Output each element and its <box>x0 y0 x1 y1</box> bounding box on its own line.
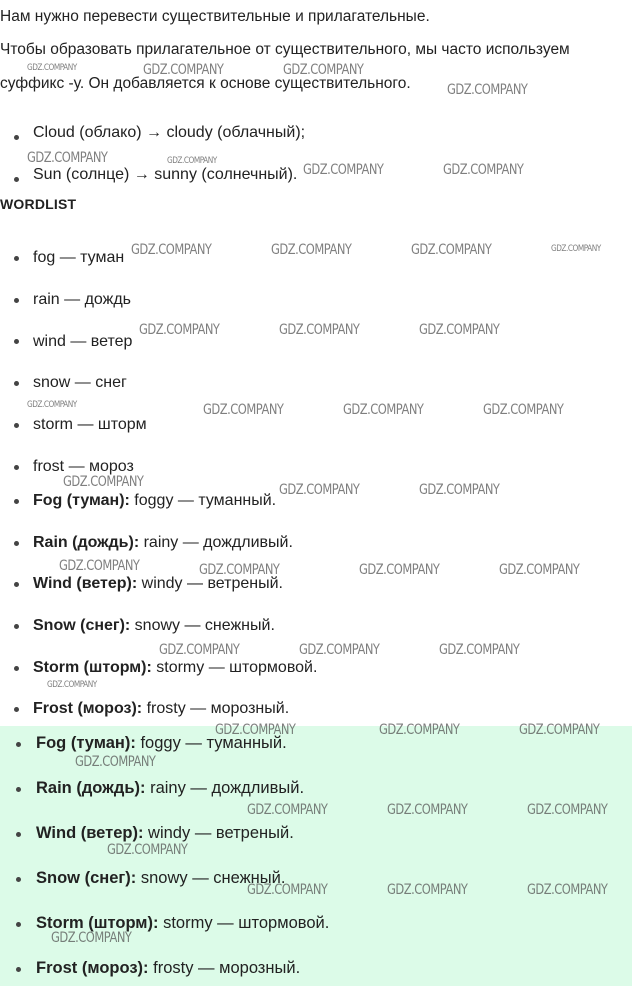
bullet-icon <box>16 787 21 792</box>
list-item <box>0 721 632 766</box>
watermark: GDZ.COMPANY <box>167 156 217 166</box>
list-item <box>0 766 632 811</box>
watermark: GDZ.COMPANY <box>439 642 520 658</box>
list-item <box>0 901 632 946</box>
watermark: GDZ.COMPANY <box>203 402 284 418</box>
watermark: GDZ.COMPANY <box>379 722 460 738</box>
word-pair: frost — мороз <box>33 457 134 475</box>
list-item <box>0 856 632 901</box>
noun-label: Rain (дождь): <box>33 533 140 551</box>
noun-label: Frost (мороз): <box>33 700 143 718</box>
watermark: GDZ.COMPANY <box>131 242 212 258</box>
list-item <box>0 158 632 200</box>
watermark: GDZ.COMPANY <box>483 402 564 418</box>
adjective-text: foggy — туманный. <box>135 734 287 752</box>
adjective-text: frosty — морозный. <box>142 700 290 718</box>
adjective-text: foggy — туманный. <box>129 492 277 509</box>
noun-label: Wind (ветер): <box>33 575 138 593</box>
bullet-icon <box>16 742 21 747</box>
answer-list <box>0 721 632 986</box>
bullet-icon <box>14 423 19 428</box>
wordlist <box>0 237 632 488</box>
watermark: GDZ.COMPANY <box>107 842 188 858</box>
list-item <box>0 237 632 279</box>
bullet-icon <box>16 922 21 927</box>
noun-label: Storm (шторм): <box>33 658 152 676</box>
bullet-icon <box>14 541 19 546</box>
adjective-text: windy — ветреный. <box>137 575 283 593</box>
watermark: GDZ.COMPANY <box>279 322 360 338</box>
watermark: GDZ.COMPANY <box>411 242 492 258</box>
adjective-text: frosty — морозный. <box>148 959 301 977</box>
watermark: GDZ.COMPANY <box>519 722 600 738</box>
noun-label: Snow (снег): <box>33 617 131 635</box>
bullet-icon <box>14 177 19 182</box>
bullet-icon <box>14 707 19 712</box>
watermark: GDZ.COMPANY <box>143 62 224 78</box>
list-item <box>0 522 632 564</box>
watermark: GDZ.COMPANY <box>443 162 524 178</box>
noun-label: Frost (мороз): <box>36 959 149 977</box>
list-item <box>0 946 632 986</box>
intro-paragraph-1: Нам нужно перевести существительные и прилагательные. <box>0 8 430 25</box>
word-pair: snow — снег <box>33 374 127 392</box>
watermark: GDZ.COMPANY <box>47 680 97 690</box>
watermark: GDZ.COMPANY <box>499 562 580 578</box>
bullet-icon <box>14 666 19 671</box>
list-item <box>0 563 632 605</box>
noun-label: Rain (дождь): <box>36 779 146 797</box>
watermark: GDZ.COMPANY <box>283 62 364 78</box>
list-item <box>0 480 632 522</box>
watermark: GDZ.COMPANY <box>63 474 144 490</box>
watermark: GDZ.COMPANY <box>387 882 468 898</box>
adjective-text: windy — ветреный. <box>143 824 294 842</box>
suffix-example-list <box>0 116 632 200</box>
watermark: GDZ.COMPANY <box>27 150 108 166</box>
watermark: GDZ.COMPANY <box>527 882 608 898</box>
noun-label: Storm (шторм): <box>36 914 159 932</box>
list-item <box>0 362 632 404</box>
adjective-text: stormy — штормовой. <box>158 914 330 932</box>
adjective-text: rainy — дождливый. <box>139 533 293 551</box>
list-item <box>0 116 632 158</box>
watermark: GDZ.COMPANY <box>51 930 132 946</box>
watermark: GDZ.COMPANY <box>75 754 156 770</box>
watermark: GDZ.COMPANY <box>27 400 77 410</box>
watermark: GDZ.COMPANY <box>247 802 328 818</box>
adjective-text: stormy — штормовой. <box>151 658 318 676</box>
bullet-icon <box>16 832 21 837</box>
noun-label: Fog (туман): <box>36 734 136 752</box>
bullet-icon <box>14 298 19 303</box>
adjective-text: rainy — дождливый. <box>145 779 305 797</box>
bullet-icon <box>14 499 19 504</box>
watermark: GDZ.COMPANY <box>387 802 468 818</box>
noun-label: Snow (снег): <box>36 869 137 887</box>
list-item <box>0 811 632 856</box>
word-pair: rain — дождь <box>33 290 131 308</box>
suffix-example: Sun (солнце) → sunny (солнечный). <box>33 166 298 183</box>
watermark: GDZ.COMPANY <box>139 322 220 338</box>
list-item <box>0 605 632 647</box>
bullet-icon <box>14 256 19 261</box>
word-pair: wind — ветер <box>33 332 133 350</box>
bullet-icon <box>14 135 19 140</box>
bullet-icon <box>14 624 19 629</box>
watermark: GDZ.COMPANY <box>343 402 424 418</box>
watermark: GDZ.COMPANY <box>359 562 440 578</box>
bullet-icon <box>16 967 21 972</box>
watermark: GDZ.COMPANY <box>271 242 352 258</box>
bullet-icon <box>14 582 19 587</box>
intro-paragraph-2: Чтобы образовать прилагательное от существительного, мы часто используем суффикс -у. Он добавляется к основе существительного. <box>0 41 570 92</box>
adjective-list <box>0 480 632 730</box>
suffix-example: Cloud (облако) → cloudy (облачный); <box>33 124 306 141</box>
noun-label: Fog (туман): <box>33 492 130 509</box>
watermark: GDZ.COMPANY <box>247 882 328 898</box>
adjective-text: snowy — снежный. <box>136 869 286 887</box>
word-pair: fog — туман <box>33 249 125 266</box>
watermark: GDZ.COMPANY <box>159 642 240 658</box>
watermark: GDZ.COMPANY <box>303 162 384 178</box>
bullet-icon <box>16 877 21 882</box>
word-pair: storm — шторм <box>33 416 147 433</box>
list-item <box>0 647 632 689</box>
watermark: GDZ.COMPANY <box>59 558 140 574</box>
list-item <box>0 279 632 321</box>
watermark: GDZ.COMPANY <box>447 82 528 98</box>
adjective-text: snowy — снежный. <box>130 617 275 635</box>
bullet-icon <box>14 465 19 470</box>
watermark: GDZ.COMPANY <box>299 642 380 658</box>
wordlist-heading: WORDLIST <box>0 196 77 212</box>
watermark: GDZ.COMPANY <box>551 244 601 254</box>
watermark: GDZ.COMPANY <box>215 722 296 738</box>
watermark: GDZ.COMPANY <box>279 482 360 498</box>
list-item <box>0 404 632 446</box>
watermark: GDZ.COMPANY <box>419 482 500 498</box>
watermark: GDZ.COMPANY <box>419 322 500 338</box>
noun-label: Wind (ветер): <box>36 824 144 842</box>
watermark: GDZ.COMPANY <box>27 63 77 73</box>
watermark: GDZ.COMPANY <box>199 562 280 578</box>
list-item <box>0 321 632 363</box>
watermark: GDZ.COMPANY <box>527 802 608 818</box>
bullet-icon <box>14 339 19 344</box>
bullet-icon <box>14 381 19 386</box>
